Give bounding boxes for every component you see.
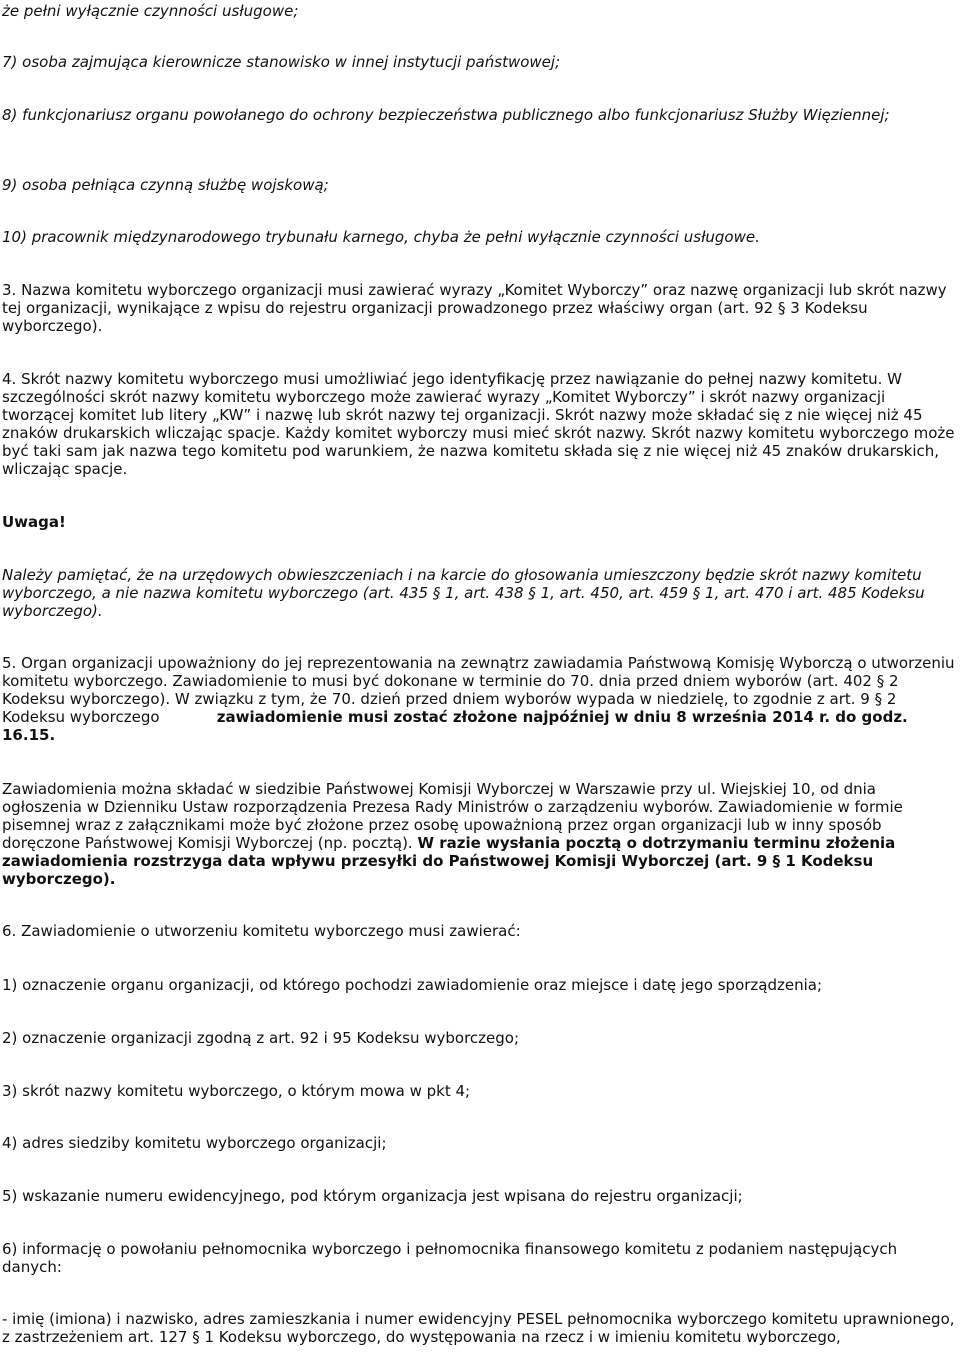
section-6-heading: 6. Zawiadomienie o utworzeniu komitetu wyborczego musi zawierać: bbox=[2, 922, 521, 940]
section-4-paragraph: 4. Skrót nazwy komitetu wyborczego musi umożliwiać jego identyfikację przez nawiązanie do pełnej nazwy komitetu. W szczególności skrót nazwy komitetu wyborczego może zawierać wyrazy „Komitet Wyborczy” i skrót nazwy organizacji tworzącej komitet lub litery „KW” i nazwę lub skrót nazwy tej organizacji. Skrót nazwy może składać się z nie więcej niż 45 znaków drukarskich wliczając spacje. Każdy komitet wyborczy musi mieć skrót nazwy. Skrót nazwy komitetu wyborczego może być taki sam jak nazwa tego komitetu pod warunkiem, że nazwa komitetu składa się z nie więcej niż 45 znaków drukarskich, wliczając spacje. bbox=[2, 370, 955, 478]
requirement-item-6: 6) informację o powołaniu pełnomocnika wyborczego i pełnomocnika finansowego komitetu z podaniem następujących danych: bbox=[2, 1240, 898, 1276]
warning-title: Uwaga! bbox=[2, 513, 66, 531]
delivery-paragraph bbox=[2, 780, 958, 888]
section-3-paragraph: 3. Nazwa komitetu wyborczego organizacji musi zawierać wyrazy „Komitet Wyborczy” oraz nazwę organizacji lub skrót nazwy tej organizacji, wynikające z wpisu do rejestru organizacji prowadzonego przez właściwy organ (art. 92 § 3 Kodeksu wyborczego). bbox=[2, 281, 947, 335]
requirement-subitem-representative: - imię (imiona) i nazwisko, adres zamieszkania i numer ewidencyjny PESEL pełnomocnika wyborczego komitetu uprawnionego, z zastrzeżeniem art. 127 § 1 Kodeksu wyborczego, do występowania na rzecz i w imieniu komitetu wyborczego, bbox=[2, 1310, 955, 1346]
requirement-item-2: 2) oznaczenie organizacji zgodną z art. 92 i 95 Kodeksu wyborczego; bbox=[2, 1029, 520, 1047]
warning-text: Należy pamiętać, że na urzędowych obwieszczeniach i na karcie do głosowania umieszczony będzie skrót nazwy komitetu wyborczego, a nie nazwa komitetu wyborczego (art. 435 § 1, art. 438 § 1, art. 450, art. 459 § 1, art. 470 i art. 485 Kodeksu wyborczego). bbox=[2, 566, 925, 620]
delivery-text: Zawiadomienia można składać w siedzibie Państwowej Komisji Wyborczej w Warszawie przy ul. Wiejskiej 10, od dnia ogłoszenia w Dzienniku Ustaw rozporządzenia Prezesa Rady Ministrów o zarządzeniu wyborów. Zawiadomienie w formie pisemnej wraz z załącznikami może być złożone przez osobę upoważnioną przez organ organizacji lub w inny sposób doręczone Państwowej Komisji Wyborczej (np. pocztą). bbox=[2, 780, 903, 852]
section-5-text: 5. Organ organizacji upoważniony do jej reprezentowania na zewnątrz zawiadamia Państwową Komisję Wyborczą o utworzeniu komitetu wyborczego. Zawiadomienie to musi być dokonane w terminie do 70. dnia przed dniem wyborów (art. 402 § 2 Kodeksu wyborczego). W związku z tym, że 70. dzień przed dniem wyborów wypada w niedzielę, to zgodnie z art. 9 § 2 Kodeksu wyborczego bbox=[2, 654, 955, 726]
requirement-item-5: 5) wskazanie numeru ewidencyjnego, pod którym organizacja jest wpisana do rejestru organizacji; bbox=[2, 1187, 743, 1205]
section-5-deadline: zawiadomienie musi zostać złożone najpóźniej w dniu 8 września 2014 r. do godz. 16.15. bbox=[2, 708, 908, 744]
list-item-7: 7) osoba zajmująca kierownicze stanowisko w innej instytucji państwowej; bbox=[2, 53, 561, 71]
section-5-paragraph bbox=[2, 654, 958, 744]
requirement-item-3: 3) skrót nazwy komitetu wyborczego, o którym mowa w pkt 4; bbox=[2, 1082, 471, 1100]
list-item-10: 10) pracownik międzynarodowego trybunału karnego, chyba że pełni wyłącznie czynności usługowe. bbox=[2, 228, 760, 246]
list-item-8: 8) funkcjonariusz organu powołanego do ochrony bezpieczeństwa publicznego albo funkcjonariusz Służby Więziennej; bbox=[2, 106, 890, 124]
requirement-item-1: 1) oznaczenie organu organizacji, od którego pochodzi zawiadomienie oraz miejsce i datę jego sporządzenia; bbox=[2, 976, 823, 994]
delivery-postal-note: W razie wysłania pocztą o dotrzymaniu terminu złożenia zawiadomienia rozstrzyga data wpływu przesyłki do Państwowej Komisji Wyborczej (art. 9 § 1 Kodeksu wyborczego). bbox=[2, 834, 896, 888]
previous-item-tail: że pełni wyłącznie czynności usługowe; bbox=[2, 2, 299, 20]
list-item-9: 9) osoba pełniąca czynną służbę wojskową; bbox=[2, 176, 329, 194]
requirement-item-4: 4) adres siedziby komitetu wyborczego organizacji; bbox=[2, 1134, 387, 1152]
